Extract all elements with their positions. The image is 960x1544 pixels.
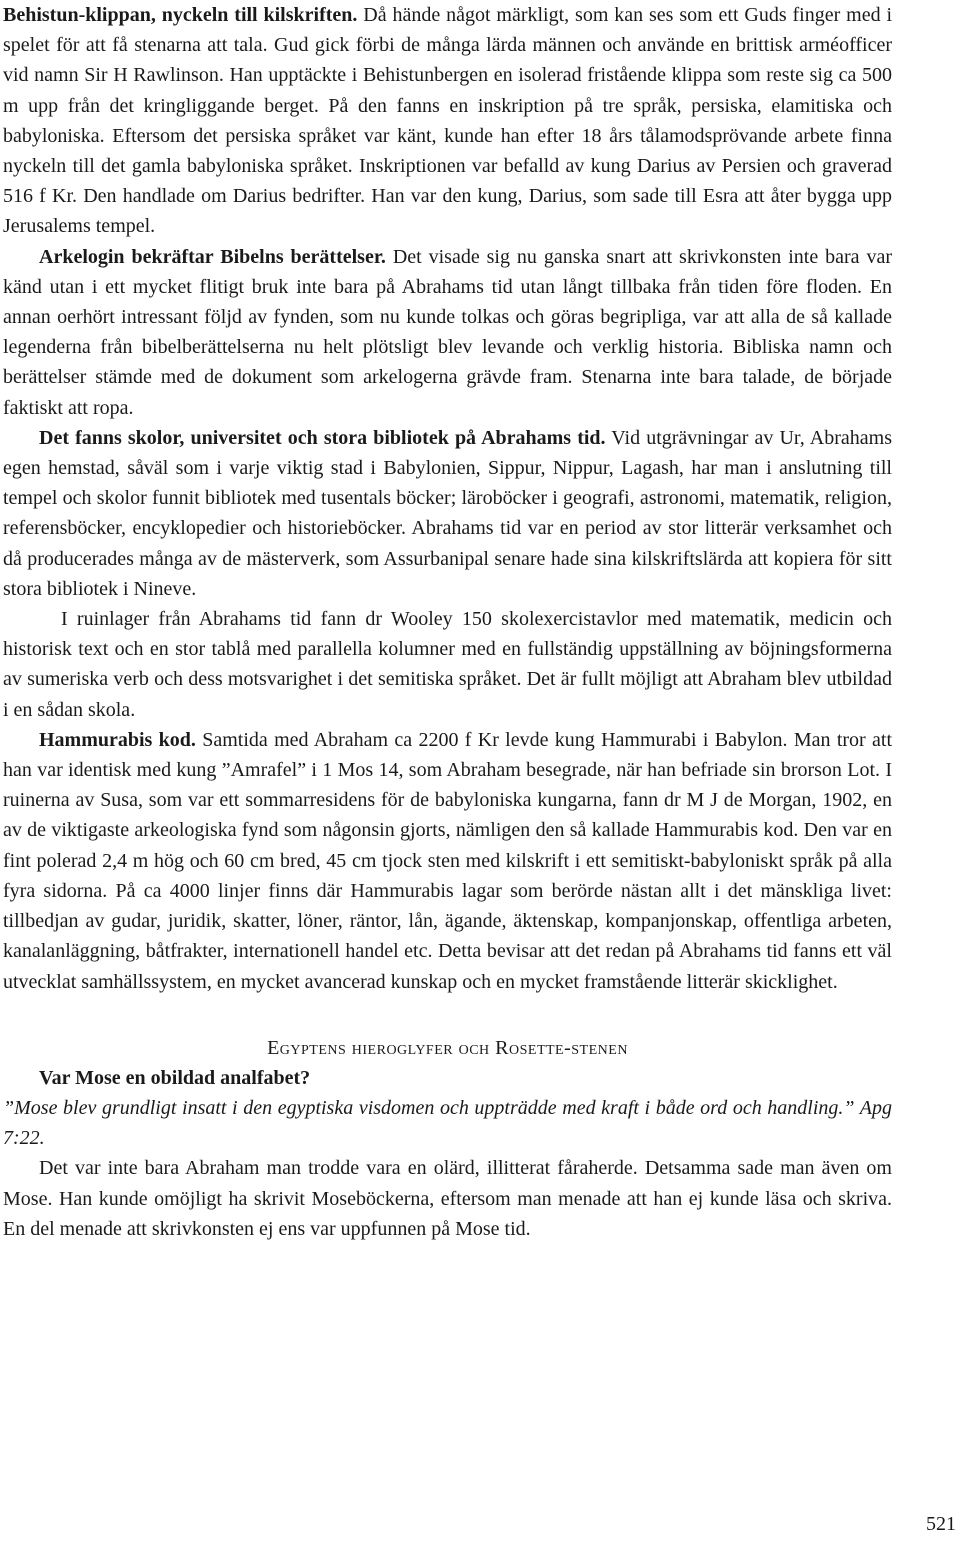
paragraph-body: Samtida med Abraham ca 2200 f Kr levde kung Hammurabi i Babylon. Man tror att han var identisk med kung ”Amrafel” i 1 Mos 14, som Abraham besegrade, när han befriade sin brorson Lot. I ruinerna av Susa, som var ett sommarresidens för de babyloniska kungarna, fann dr M J de Morgan, 1902, en av de viktigaste arkeologiska fynd som någonsin gjorts, nämligen den så kallade Hammurabis kod. Den var en fint polerad 2,4 m hög och 60 cm bred, 45 cm tjock sten med kilskrift i ett semitiskt-babyloniskt språk på alla fyra sidorna. På ca 4000 linjer finns där Hammurabis lagar som berörde nästan allt i det mänskliga livet: tillbedjan av gudar, juridik, skatter, löner, räntor, lån, ägande, äktenskap, kompanjonskap, offentliga arbeten, kanalanläggning, båtfrakter, internationell handel etc. Detta bevisar att det redan på Abrahams tid fanns ett väl utvecklat samhällssystem, en mycket avancerad kunskap och en mycket framstående litterär skicklighet. (3, 728, 892, 993)
paragraph-skolor (3, 423, 892, 604)
document-page (3, 0, 892, 1244)
paragraph-body: I ruinlager från Abrahams tid fann dr Wooley 150 skolexercistavlor med matematik, medicin och historisk text och en stor tablå med parallella kolumner med en fullständig uppställning av böjningsformerna av sumeriska verb och dess motsvarighet i det semitiska språket. Det är fullt möjligt att Abraham blev utbildad i en sådan skola. (3, 608, 892, 721)
section-subheading: Var Mose en obildad analfabet? (39, 1066, 311, 1089)
paragraph-lead: Arkelogin bekräftar Bibelns berättelser. (39, 245, 386, 268)
paragraph-hammurabi (3, 725, 892, 997)
section-heading: Egyptens hieroglyfer och Rosette-stenen (267, 1036, 628, 1059)
page-number: 521 (926, 1513, 956, 1535)
bible-quote: ”Mose blev grundligt insatt i den egyptiska visdomen och uppträdde med kraft i både ord och handling.” Apg 7:22. (3, 1096, 892, 1150)
paragraph-lead: Det fanns skolor, universitet och stora bibliotek på Abrahams tid. (39, 426, 606, 449)
paragraph-ruinlager (3, 604, 892, 725)
paragraph-lead: Behistun-klippan, nyckeln till kilskriften. (3, 4, 358, 26)
paragraph-behistun (3, 0, 892, 242)
paragraph-arkelogin (3, 242, 892, 423)
paragraph-mose: Det var inte bara Abraham man trodde vara en olärd, illitterat fåraherde. Detsamma sade man även om Mose. Han kunde omöjligt ha skrivit Moseböckerna, eftersom man menade att han ej kunde läsa och skriva. En del menade att skrivkonsten ej ens var uppfunnen på Mose tid. (3, 1157, 892, 1240)
paragraph-body: Det visade sig nu ganska snart att skrivkonsten inte bara var känd utan i ett mycket flitigt bruk inte bara på Abrahams tid utan långt tillbaka från tiden före floden. En annan oerhört intressant följd av fynden, som nu kunde tolkas och göras begripliga, var att alla de så kallade legenderna från bibelberättelserna nu helt plötsligt blev levande och verklig historia. Bibliska namn och berättelser stämde med de dokument som arkelogerna grävde fram. Stenarna inte bara talade, de började faktiskt att ropa. (3, 245, 893, 419)
paragraph-lead: Hammurabis kod. (39, 728, 196, 751)
paragraph-body: Då hände något märkligt, som kan ses som ett Guds finger med i spelet för att få stenarna att tala. Gud gick förbi de många lärda männen och använde en brittisk arméofficer vid namn Sir H Rawlinson. Han upptäckte i Behistunbergen en isolerad fristående klippa som reste sig ca 500 m upp från det kringliggande berget. På den fanns en inskription på tre språk, persiska, elamitiska och babyloniska. Eftersom det persiska språket var känt, kunde han efter 18 års tålamodsprövande arbete finna nyckeln till det gamla babyloniska språket. Inskriptionen var befalld av kung Darius av Persien och graverad 516 f Kr. Den handlade om Darius bedrifter. Han var den kung, Darius, som sade till Esra att åter bygga upp Jerusalems tempel. (3, 4, 892, 238)
paragraph-body: Vid utgrävningar av Ur, Abrahams egen hemstad, såväl som i varje viktig stad i Babylonien, Sippur, Nippur, Lagash, har man i anslutning till tempel och skolor funnit bibliotek med tusentals böcker; läroböcker i geografi, astronomi, matematik, religion, referensböcker, encyklopedier och historieböcker. Abrahams tid var en period av stor litterär verksamhet och då producerades många av de mästerverk, som Assurbanipal senare hade sina kilskriftslärda att kopiera för sitt stora bibliotek i Nineve. (3, 426, 892, 600)
